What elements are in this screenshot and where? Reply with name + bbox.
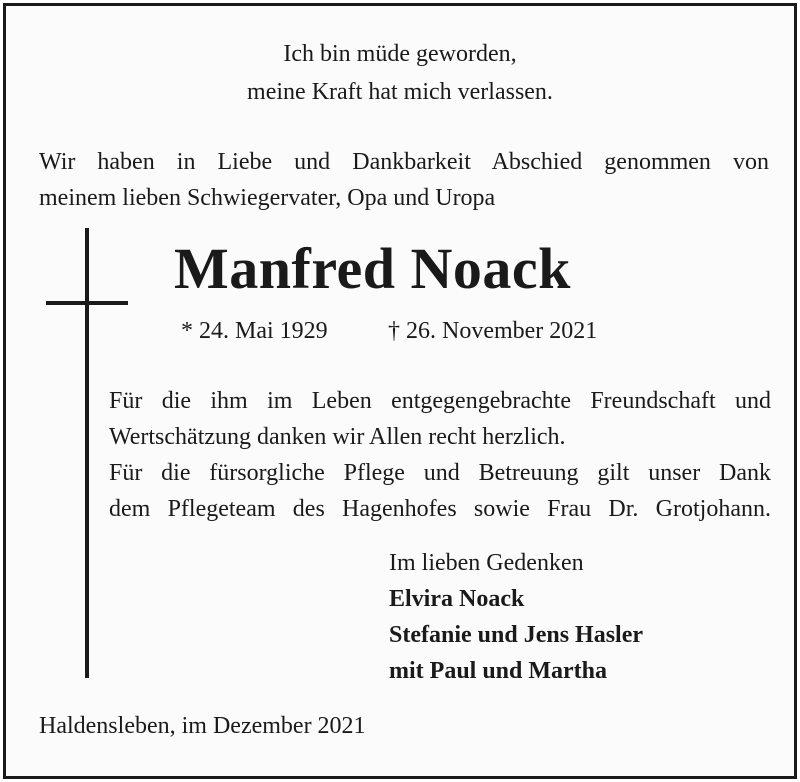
thanks-line-1: Für die ihm im Leben entgegengebrachte Freundschaft und (109, 388, 771, 414)
verse-line-1: Ich bin müde geworden, (283, 41, 517, 67)
cross-horizontal-bar (46, 301, 128, 305)
mourners-heading: Im lieben Gedenken (389, 550, 584, 576)
obituary-notice (3, 3, 797, 779)
thanks-line-3: Für die fürsorgliche Pflege und Betreuung gilt unser Dank (109, 460, 771, 486)
cross-vertical-bar (85, 228, 89, 678)
intro-line-2: meinem lieben Schwiegervater, Opa und Uropa (39, 185, 496, 211)
place-date: Haldensleben, im Dezember 2021 (39, 713, 366, 739)
mourner-name: Stefanie und Jens Hasler (389, 622, 644, 648)
death-date: † 26. November 2021 (388, 318, 598, 344)
thanks-line-4: dem Pflegeteam des Hagenhofes sowie Frau Dr. Grotjohann. (109, 496, 771, 522)
birth-date: * 24. Mai 1929 (181, 318, 328, 344)
mourner-name: Elvira Noack (389, 586, 525, 612)
mourner-name: mit Paul und Martha (389, 658, 608, 684)
intro-line-1: Wir haben in Liebe und Dankbarkeit Abschied genommen von (39, 149, 769, 175)
deceased-name: Manfred Noack (174, 236, 571, 301)
verse-line-2: meine Kraft hat mich verlassen. (247, 79, 553, 105)
thanks-line-2: Wertschätzung danken wir Allen recht herzlich. (109, 424, 566, 450)
